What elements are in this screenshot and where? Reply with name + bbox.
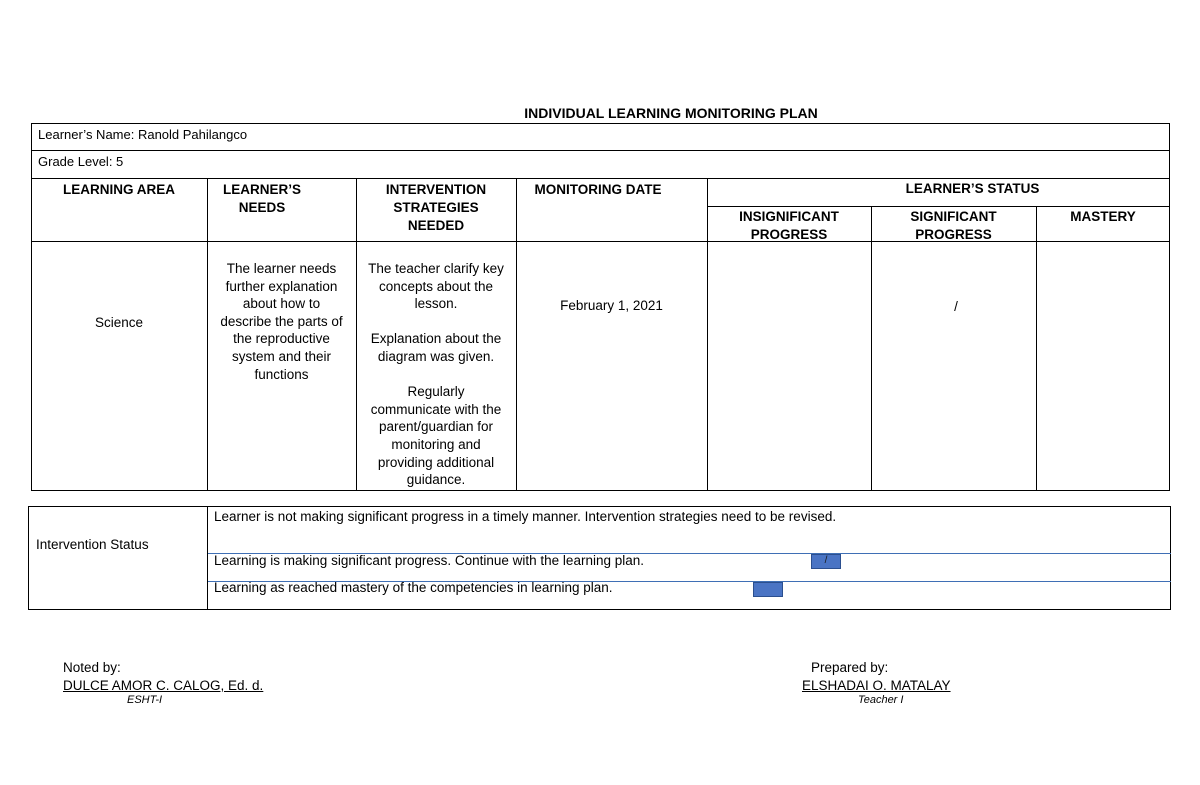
- status-option-revise: Learner is not making significant progress in a timely manner. Intervention strategies need to be revised.: [214, 509, 837, 524]
- intervention-status-label: Intervention Status: [36, 537, 149, 552]
- header-learners-status: LEARNER’S STATUS: [905, 181, 1040, 196]
- header-intervention: INTERVENTION STRATEGIES NEEDED: [385, 182, 487, 233]
- cell-intervention: The teacher clarify key concepts about the lesson. Explanation about the diagram was given. Regularly communicate with the parent/guardian for monitoring and providing additional guidance.: [368, 261, 504, 488]
- cell-significant-check: /: [954, 299, 958, 314]
- header-learning-area: LEARNING AREA: [62, 182, 175, 197]
- page-title: INDIVIDUAL LEARNING MONITORING PLAN: [524, 105, 818, 121]
- header-significant-progress: SIGNIFICANT PROGRESS: [910, 209, 997, 242]
- status-option-continue: Learning is making significant progress. Continue with the learning plan.: [214, 553, 644, 568]
- noted-by-name: DULCE AMOR C. CALOG, Ed. d.: [63, 678, 264, 693]
- status-checkbox-mastery[interactable]: [753, 582, 783, 597]
- header-learners-needs: LEARNER’S NEEDS: [222, 182, 301, 215]
- header-insignificant-progress: INSIGNIFICANT PROGRESS: [739, 209, 839, 242]
- prepared-by-name: ELSHADAI O. MATALAY: [802, 678, 951, 693]
- status-checkbox-continue[interactable]: /: [811, 554, 841, 569]
- cell-monitoring-date: February 1, 2021: [560, 298, 663, 313]
- noted-by-title: ESHT-I: [127, 694, 163, 706]
- cell-learners-needs: The learner needs further explanation about how to describe the parts of the reproductive system and their functions: [220, 261, 343, 382]
- learner-name: Learner’s Name: Ranold Pahilangco: [38, 127, 248, 142]
- grade-level: Grade Level: 5: [38, 154, 124, 169]
- header-mastery: MASTERY: [1070, 209, 1136, 224]
- status-option-mastery: Learning as reached mastery of the competencies in learning plan.: [214, 580, 613, 595]
- header-monitoring-date: MONITORING DATE: [534, 182, 662, 197]
- prepared-by-title: Teacher I: [858, 694, 904, 706]
- prepared-by-label: Prepared by:: [811, 660, 889, 675]
- cell-learning-area: Science: [94, 315, 144, 330]
- noted-by-label: Noted by:: [63, 660, 121, 675]
